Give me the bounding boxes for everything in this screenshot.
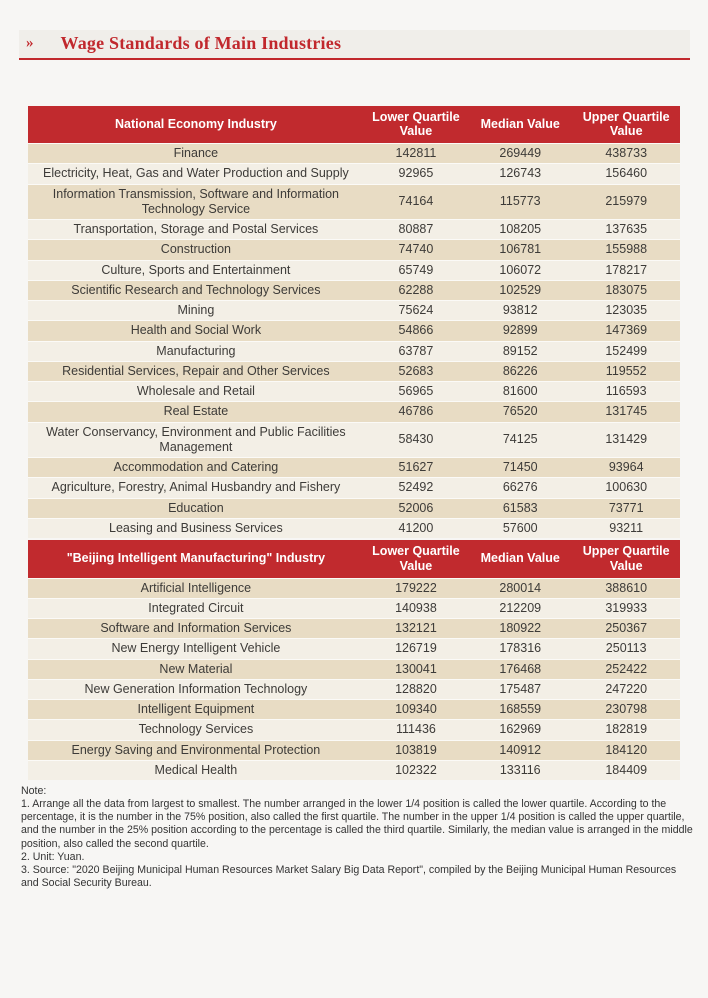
upper-quartile-cell: 184409 <box>572 760 680 780</box>
median-cell: 74125 <box>468 422 572 458</box>
median-cell: 86226 <box>468 361 572 381</box>
table-row <box>28 720 680 740</box>
upper-quartile-cell: 250367 <box>572 619 680 639</box>
table-row <box>28 280 680 300</box>
industry-cell: Wholesale and Retail <box>28 382 364 402</box>
industry-cell: Agriculture, Forestry, Animal Husbandry and Fishery <box>28 478 364 498</box>
industry-cell: Culture, Sports and Entertainment <box>28 260 364 280</box>
median-cell: 108205 <box>468 220 572 240</box>
table-row <box>28 361 680 381</box>
lower-quartile-cell: 52683 <box>364 361 468 381</box>
industry-cell: Water Conservancy, Environment and Public Facilities Management <box>28 422 364 458</box>
upper-quartile-cell: 131745 <box>572 402 680 422</box>
upper-quartile-cell: 247220 <box>572 679 680 699</box>
table-row <box>28 578 680 598</box>
industry-cell: Artificial Intelligence <box>28 578 364 598</box>
upper-quartile-cell: 215979 <box>572 184 680 220</box>
notes <box>21 785 693 890</box>
page-title: Wage Standards of Main Industries <box>60 33 342 53</box>
note-line-definition: 1. Arrange all the data from largest to smallest. The number arranged in the lower 1/4 position is called the lower quartile. According to the percentage, it is the number in the 75% position, also called the first quartile. The number in the upper 1/4 position is called the upper quartile, and the number in the 25% position according to the percentage is called the third quartile. Similarly, the median value is arranged in the middle position, also called the second quartile. <box>21 798 693 850</box>
table-row <box>28 260 680 280</box>
table-row <box>28 518 680 539</box>
industry-cell: Accommodation and Catering <box>28 458 364 478</box>
industry-cell: Construction <box>28 240 364 260</box>
median-cell: 178316 <box>468 639 572 659</box>
upper-quartile-cell: 147369 <box>572 321 680 341</box>
median-cell: 212209 <box>468 598 572 618</box>
lower-quartile-cell: 140938 <box>364 598 468 618</box>
table-row <box>28 700 680 720</box>
industry-cell: Electricity, Heat, Gas and Water Production and Supply <box>28 164 364 184</box>
table-row <box>28 164 680 184</box>
note-line-source: 3. Source: "2020 Beijing Municipal Human Resources Market Salary Big Data Report", compiled by the Beijing Municipal Human Resources and Social Security Bureau. <box>21 863 677 889</box>
industry-cell: Mining <box>28 301 364 321</box>
table-row <box>28 402 680 422</box>
table-row <box>28 422 680 458</box>
upper-quartile-cell: 230798 <box>572 700 680 720</box>
table-row <box>28 619 680 639</box>
table-row <box>28 458 680 478</box>
table-row <box>28 598 680 618</box>
median-cell: 66276 <box>468 478 572 498</box>
median-cell: 89152 <box>468 341 572 361</box>
table-row <box>28 760 680 780</box>
lower-quartile-cell: 46786 <box>364 402 468 422</box>
industry-cell: New Generation Information Technology <box>28 679 364 699</box>
upper-quartile-cell: 119552 <box>572 361 680 381</box>
note-line-unit: 2. Unit: Yuan. <box>21 850 85 863</box>
median-cell: 93812 <box>468 301 572 321</box>
median-cell: 71450 <box>468 458 572 478</box>
upper-quartile-cell: 156460 <box>572 164 680 184</box>
table-row <box>28 659 680 679</box>
lower-quartile-cell: 65749 <box>364 260 468 280</box>
lower-quartile-cell: 63787 <box>364 341 468 361</box>
lower-quartile-cell: 102322 <box>364 760 468 780</box>
industry-cell: Real Estate <box>28 402 364 422</box>
table-row <box>28 144 680 164</box>
upper-quartile-cell: 250113 <box>572 639 680 659</box>
median-cell: 176468 <box>468 659 572 679</box>
note-label: Note: <box>21 785 47 797</box>
median-cell: 162969 <box>468 720 572 740</box>
median-cell: 106072 <box>468 260 572 280</box>
upper-quartile-cell: 100630 <box>572 478 680 498</box>
section-marker-icon: » <box>26 35 34 52</box>
median-cell: 102529 <box>468 280 572 300</box>
lower-quartile-cell: 62288 <box>364 280 468 300</box>
upper-quartile-column-header: Upper Quartile Value <box>572 539 680 578</box>
upper-quartile-cell: 137635 <box>572 220 680 240</box>
median-cell: 140912 <box>468 740 572 760</box>
industry-cell: Scientific Research and Technology Services <box>28 280 364 300</box>
median-cell: 133116 <box>468 760 572 780</box>
industry-cell: Transportation, Storage and Postal Services <box>28 220 364 240</box>
table-header-row <box>28 105 680 144</box>
table-row <box>28 321 680 341</box>
lower-quartile-cell: 80887 <box>364 220 468 240</box>
lower-quartile-cell: 74740 <box>364 240 468 260</box>
table-row <box>28 478 680 498</box>
industry-cell: Health and Social Work <box>28 321 364 341</box>
industry-cell: Residential Services, Repair and Other Services <box>28 361 364 381</box>
lower-quartile-cell: 126719 <box>364 639 468 659</box>
lower-quartile-cell: 74164 <box>364 184 468 220</box>
median-cell: 180922 <box>468 619 572 639</box>
table-row <box>28 639 680 659</box>
median-cell: 61583 <box>468 498 572 518</box>
lower-quartile-cell: 132121 <box>364 619 468 639</box>
upper-quartile-cell: 73771 <box>572 498 680 518</box>
table-header-row <box>28 539 680 578</box>
upper-quartile-cell: 183075 <box>572 280 680 300</box>
wage-table <box>28 104 680 781</box>
upper-quartile-column-header: Upper Quartile Value <box>572 105 680 144</box>
lower-quartile-cell: 58430 <box>364 422 468 458</box>
upper-quartile-cell: 155988 <box>572 240 680 260</box>
median-cell: 106781 <box>468 240 572 260</box>
median-cell: 269449 <box>468 144 572 164</box>
table-row <box>28 341 680 361</box>
industry-column-header: "Beijing Intelligent Manufacturing" Industry <box>28 539 364 578</box>
upper-quartile-cell: 93964 <box>572 458 680 478</box>
industry-cell: Intelligent Equipment <box>28 700 364 720</box>
upper-quartile-cell: 388610 <box>572 578 680 598</box>
upper-quartile-cell: 152499 <box>572 341 680 361</box>
industry-cell: Integrated Circuit <box>28 598 364 618</box>
upper-quartile-cell: 184120 <box>572 740 680 760</box>
industry-cell: Medical Health <box>28 760 364 780</box>
industry-cell: Manufacturing <box>28 341 364 361</box>
median-cell: 168559 <box>468 700 572 720</box>
lower-quartile-cell: 130041 <box>364 659 468 679</box>
lower-quartile-cell: 142811 <box>364 144 468 164</box>
lower-quartile-column-header: Lower Quartile Value <box>364 105 468 144</box>
industry-cell: Education <box>28 498 364 518</box>
median-cell: 126743 <box>468 164 572 184</box>
table-row <box>28 184 680 220</box>
upper-quartile-cell: 93211 <box>572 518 680 539</box>
upper-quartile-cell: 131429 <box>572 422 680 458</box>
median-cell: 76520 <box>468 402 572 422</box>
industry-cell: New Energy Intelligent Vehicle <box>28 639 364 659</box>
lower-quartile-cell: 109340 <box>364 700 468 720</box>
lower-quartile-column-header: Lower Quartile Value <box>364 539 468 578</box>
median-cell: 92899 <box>468 321 572 341</box>
table-row <box>28 220 680 240</box>
lower-quartile-cell: 56965 <box>364 382 468 402</box>
lower-quartile-cell: 52492 <box>364 478 468 498</box>
industry-cell: Finance <box>28 144 364 164</box>
upper-quartile-cell: 123035 <box>572 301 680 321</box>
table-row <box>28 382 680 402</box>
table-row <box>28 740 680 760</box>
lower-quartile-cell: 54866 <box>364 321 468 341</box>
median-cell: 280014 <box>468 578 572 598</box>
lower-quartile-cell: 75624 <box>364 301 468 321</box>
median-cell: 175487 <box>468 679 572 699</box>
table-row <box>28 498 680 518</box>
median-cell: 81600 <box>468 382 572 402</box>
industry-cell: Energy Saving and Environmental Protection <box>28 740 364 760</box>
industry-column-header: National Economy Industry <box>28 105 364 144</box>
upper-quartile-cell: 319933 <box>572 598 680 618</box>
lower-quartile-cell: 111436 <box>364 720 468 740</box>
lower-quartile-cell: 52006 <box>364 498 468 518</box>
table-row <box>28 679 680 699</box>
upper-quartile-cell: 116593 <box>572 382 680 402</box>
industry-cell: Software and Information Services <box>28 619 364 639</box>
median-column-header: Median Value <box>468 105 572 144</box>
lower-quartile-cell: 103819 <box>364 740 468 760</box>
upper-quartile-cell: 438733 <box>572 144 680 164</box>
lower-quartile-cell: 41200 <box>364 518 468 539</box>
industry-cell: Technology Services <box>28 720 364 740</box>
median-column-header: Median Value <box>468 539 572 578</box>
table-row <box>28 240 680 260</box>
industry-cell: New Material <box>28 659 364 679</box>
median-cell: 115773 <box>468 184 572 220</box>
median-cell: 57600 <box>468 518 572 539</box>
section-title-bar <box>19 30 690 60</box>
lower-quartile-cell: 92965 <box>364 164 468 184</box>
lower-quartile-cell: 179222 <box>364 578 468 598</box>
industry-cell: Information Transmission, Software and Information Technology Service <box>28 184 364 220</box>
upper-quartile-cell: 178217 <box>572 260 680 280</box>
lower-quartile-cell: 51627 <box>364 458 468 478</box>
table-row <box>28 301 680 321</box>
upper-quartile-cell: 252422 <box>572 659 680 679</box>
industry-cell: Leasing and Business Services <box>28 518 364 539</box>
lower-quartile-cell: 128820 <box>364 679 468 699</box>
upper-quartile-cell: 182819 <box>572 720 680 740</box>
wage-table-body <box>28 105 680 781</box>
